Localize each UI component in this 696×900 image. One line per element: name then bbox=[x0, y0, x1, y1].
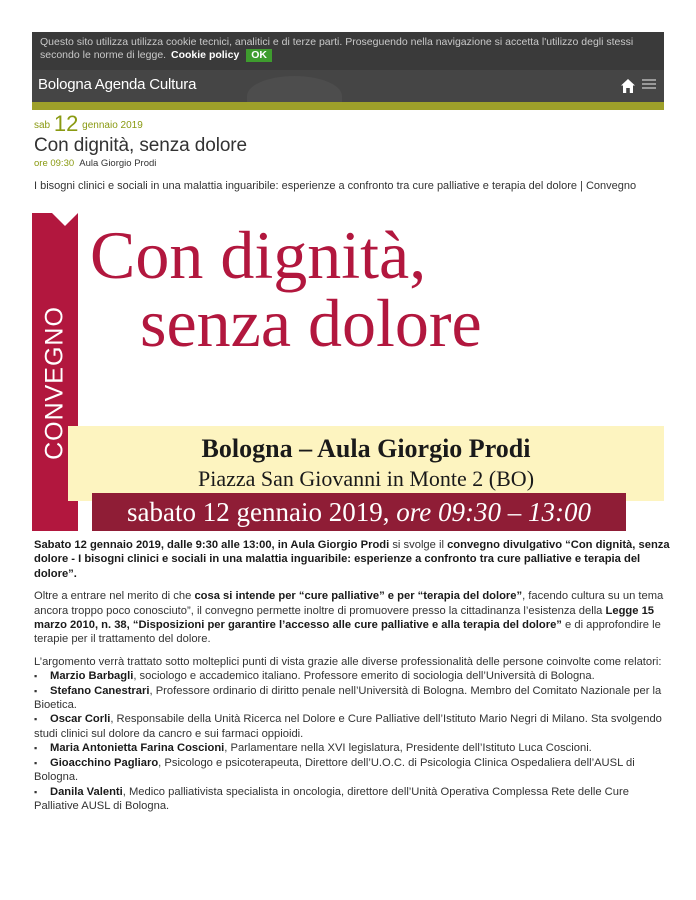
event-weekday: sab bbox=[34, 120, 51, 131]
bullet-icon: ▪ bbox=[34, 714, 38, 725]
accent-bar bbox=[32, 102, 664, 110]
speaker-name: Marzio Barbagli bbox=[50, 670, 134, 683]
speaker-desc: , Parlamentare nella XVI legislatura, Presidente dell’Istituto Luca Coscioni. bbox=[224, 742, 592, 755]
site-title[interactable]: Bologna Agenda Cultura bbox=[38, 76, 197, 93]
poster-venue: Bologna – Aula Giorgio Prodi bbox=[201, 434, 531, 463]
p1-bold-date: Sabato 12 gennaio 2019, dalle 9:30 alle 13:00, in Aula Giorgio Prodi bbox=[34, 539, 390, 551]
city-crest-watermark bbox=[247, 76, 342, 102]
speaker-list bbox=[34, 669, 672, 813]
poster-headline-line1: Con dignità, bbox=[90, 217, 427, 293]
poster-date-band bbox=[92, 493, 626, 531]
bullet-icon: ▪ bbox=[34, 757, 38, 768]
event-title: Con dignità, senza dolore bbox=[34, 135, 247, 156]
event-meta bbox=[34, 158, 156, 169]
home-icon[interactable] bbox=[620, 78, 636, 94]
event-time: ore 09:30 bbox=[34, 158, 75, 169]
speaker-name: Gioacchino Pagliaro bbox=[50, 756, 159, 769]
event-month-year: gennaio 2019 bbox=[82, 120, 143, 131]
event-subtitle: I bisogni clinici e sociali in una malattia inguaribile: esperienze a confronto tra cure palliative e terapia del dolore | Convegno bbox=[34, 180, 637, 192]
description-paragraph-2 bbox=[34, 589, 672, 647]
poster-headline bbox=[90, 217, 482, 361]
poster-headline-line2: senza dolore bbox=[140, 285, 482, 361]
speaker-desc: , Medico palliativista specialista in oncologia, direttore dell’Unità Operativa Complessa Rete delle Cure Palliative AUSL di Bologna. bbox=[34, 785, 629, 812]
p2-bold-law: Legge 15 marzo 2010, n. 38, “Disposizioni per garantire l’accesso alle cure palliative e alla terapia del dolore” bbox=[34, 604, 655, 632]
speaker-desc: , Psicologo e psicoterapeuta, Direttore dell’U.O.C. di Psicologia Clinica Ospedaliera dell’AUSL di Bologna. bbox=[34, 756, 635, 784]
poster-time: ore 09:30 – 13:00 bbox=[396, 497, 591, 527]
speaker-item bbox=[34, 756, 672, 785]
hamburger-menu-icon[interactable] bbox=[642, 79, 656, 92]
p1-text: si svolge il bbox=[389, 539, 448, 551]
p2-text-a: Oltre a entrare nel merito di che bbox=[34, 590, 195, 603]
event-venue: Aula Giorgio Prodi bbox=[79, 158, 157, 169]
speaker-item bbox=[34, 785, 672, 814]
poster-address: Piazza San Giovanni in Monte 2 (BO) bbox=[197, 466, 535, 491]
cookie-text: Questo sito utilizza utilizza cookie tecnici, analitici e di terze parti. Proseguendo nella navigazione si accetta l'utilizzo degli stessi secondo le norme di legge. bbox=[40, 36, 634, 61]
p2-text-b: , facendo cultura su un tema ancora troppo poco conosciuto”, il convegno permette inoltre di promuovere presso la cittadinanza l’esistenza della bbox=[34, 590, 664, 617]
bullet-icon: ▪ bbox=[34, 671, 38, 682]
poster-side-label: CONVEGNO bbox=[40, 306, 69, 460]
speaker-item bbox=[34, 684, 672, 713]
p1-bold-title: convegno divulgativo “Con dignità, senza dolore - I bisogni clinici e sociali in una malattia inguaribile: esperienze a confronto tra cure palliative e terapia del dolore”. bbox=[34, 539, 670, 580]
event-description bbox=[34, 538, 672, 813]
poster-venue-box bbox=[68, 426, 664, 501]
bullet-icon: ▪ bbox=[34, 786, 38, 797]
event-day: 12 bbox=[53, 111, 79, 136]
site-header bbox=[32, 70, 664, 102]
speaker-desc: , Responsabile della Unità Ricerca nel Dolore e Cure Palliative dell’Istituto Mario Negri di Milano. Sta svolgendo studi clinici sul dolore da cancro e sui farmaci oppioidi. bbox=[34, 713, 662, 740]
p2-text-c: e di approfondire le terapie per il trattamento del dolore. bbox=[34, 619, 661, 646]
cookie-banner bbox=[32, 32, 664, 70]
speaker-desc: , Professore ordinario di diritto penale nell’Università di Bologna. Membro del Comitato Nazionale per la Bioetica. bbox=[34, 684, 662, 712]
cookie-ok-button[interactable]: OK bbox=[246, 49, 272, 62]
speaker-item bbox=[34, 712, 672, 741]
speaker-name: Oscar Corli bbox=[50, 713, 111, 726]
bullet-icon: ▪ bbox=[34, 743, 38, 754]
speaker-name: Stefano Canestrari bbox=[50, 684, 150, 697]
bullet-icon: ▪ bbox=[34, 685, 38, 696]
cookie-policy-link[interactable]: Cookie policy bbox=[171, 49, 240, 61]
speaker-item bbox=[34, 669, 672, 683]
description-paragraph-1 bbox=[34, 538, 672, 581]
speaker-name: Maria Antonietta Farina Coscioni bbox=[50, 742, 225, 755]
event-date bbox=[34, 111, 143, 137]
poster-date: sabato 12 gennaio 2019, bbox=[127, 497, 397, 527]
event-poster bbox=[32, 213, 664, 531]
speaker-name: Danila Valenti bbox=[50, 785, 123, 798]
poster-notch bbox=[52, 213, 78, 226]
speaker-item bbox=[34, 741, 672, 755]
speaker-desc: , sociologo e accademico italiano. Professore emerito di sociologia dell’Università di Bologna. bbox=[133, 670, 595, 683]
p2-bold-a: cosa si intende per “cure palliative” e per “terapia del dolore” bbox=[194, 590, 523, 603]
description-paragraph-3: L’argomento verrà trattato sotto molteplici punti di vista grazie alle diverse professionalità delle persone coinvolte come relatori: bbox=[34, 655, 662, 668]
